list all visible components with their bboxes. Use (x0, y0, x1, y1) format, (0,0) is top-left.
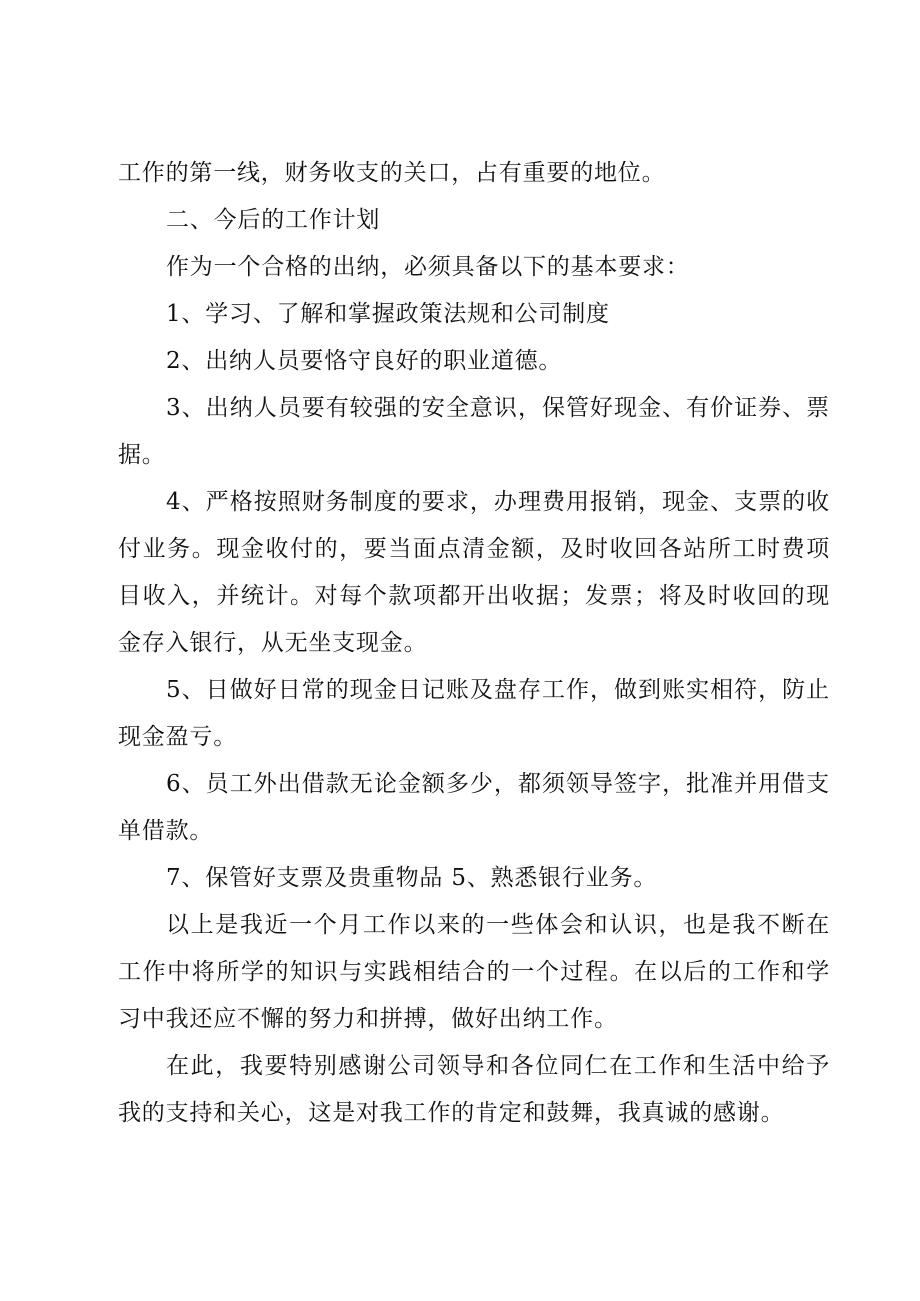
section-heading-work-plan: 二、今后的工作计划 (166, 207, 381, 233)
list-item-6: 6、员工外出借款无论金额多少，都须领导签字，批准并用借支单借款。 (118, 771, 830, 844)
paragraph-continuation: 工作的第一线，财务收支的关口，占有重要的地位。 (118, 160, 666, 186)
paragraph-thanks: 在此，我要特别感谢公司领导和各位同仁在工作和生活中给予我的支持和关心，这是对我工作的肯定和鼓舞，我真诚的感谢。 (118, 1053, 830, 1126)
paragraph-summary: 以上是我近一个月工作以来的一些体会和认识，也是我不断在工作中将所学的知识与实践相结合的一个过程。在以后的工作和学习中我还应不懈的努力和拼搏，做好出纳工作。 (118, 912, 830, 1032)
document-body (118, 150, 830, 1137)
list-item-3: 3、出纳人员要有较强的安全意识，保管好现金、有价证券、票据。 (118, 395, 830, 468)
list-item-2: 2、出纳人员要恪守良好的职业道德。 (166, 348, 563, 374)
list-item-7: 7、保管好支票及贵重物品 5、熟悉银行业务。 (166, 865, 658, 891)
paragraph-requirements-intro: 作为一个合格的出纳，必须具备以下的基本要求： (166, 254, 690, 280)
list-item-5: 5、日做好日常的现金日记账及盘存工作，做到账实相符，防止现金盈亏。 (118, 677, 830, 750)
list-item-1: 1、学习、了解和掌握政策法规和公司制度 (166, 301, 610, 327)
list-item-4: 4、严格按照财务制度的要求，办理费用报销，现金、支票的收付业务。现金收付的，要当面点清金额，及时收回各站所工时费项目收入，并统计。对每个款项都开出收据；发票；将及时收回的现金存入银行，从无坐支现金。 (118, 489, 830, 656)
